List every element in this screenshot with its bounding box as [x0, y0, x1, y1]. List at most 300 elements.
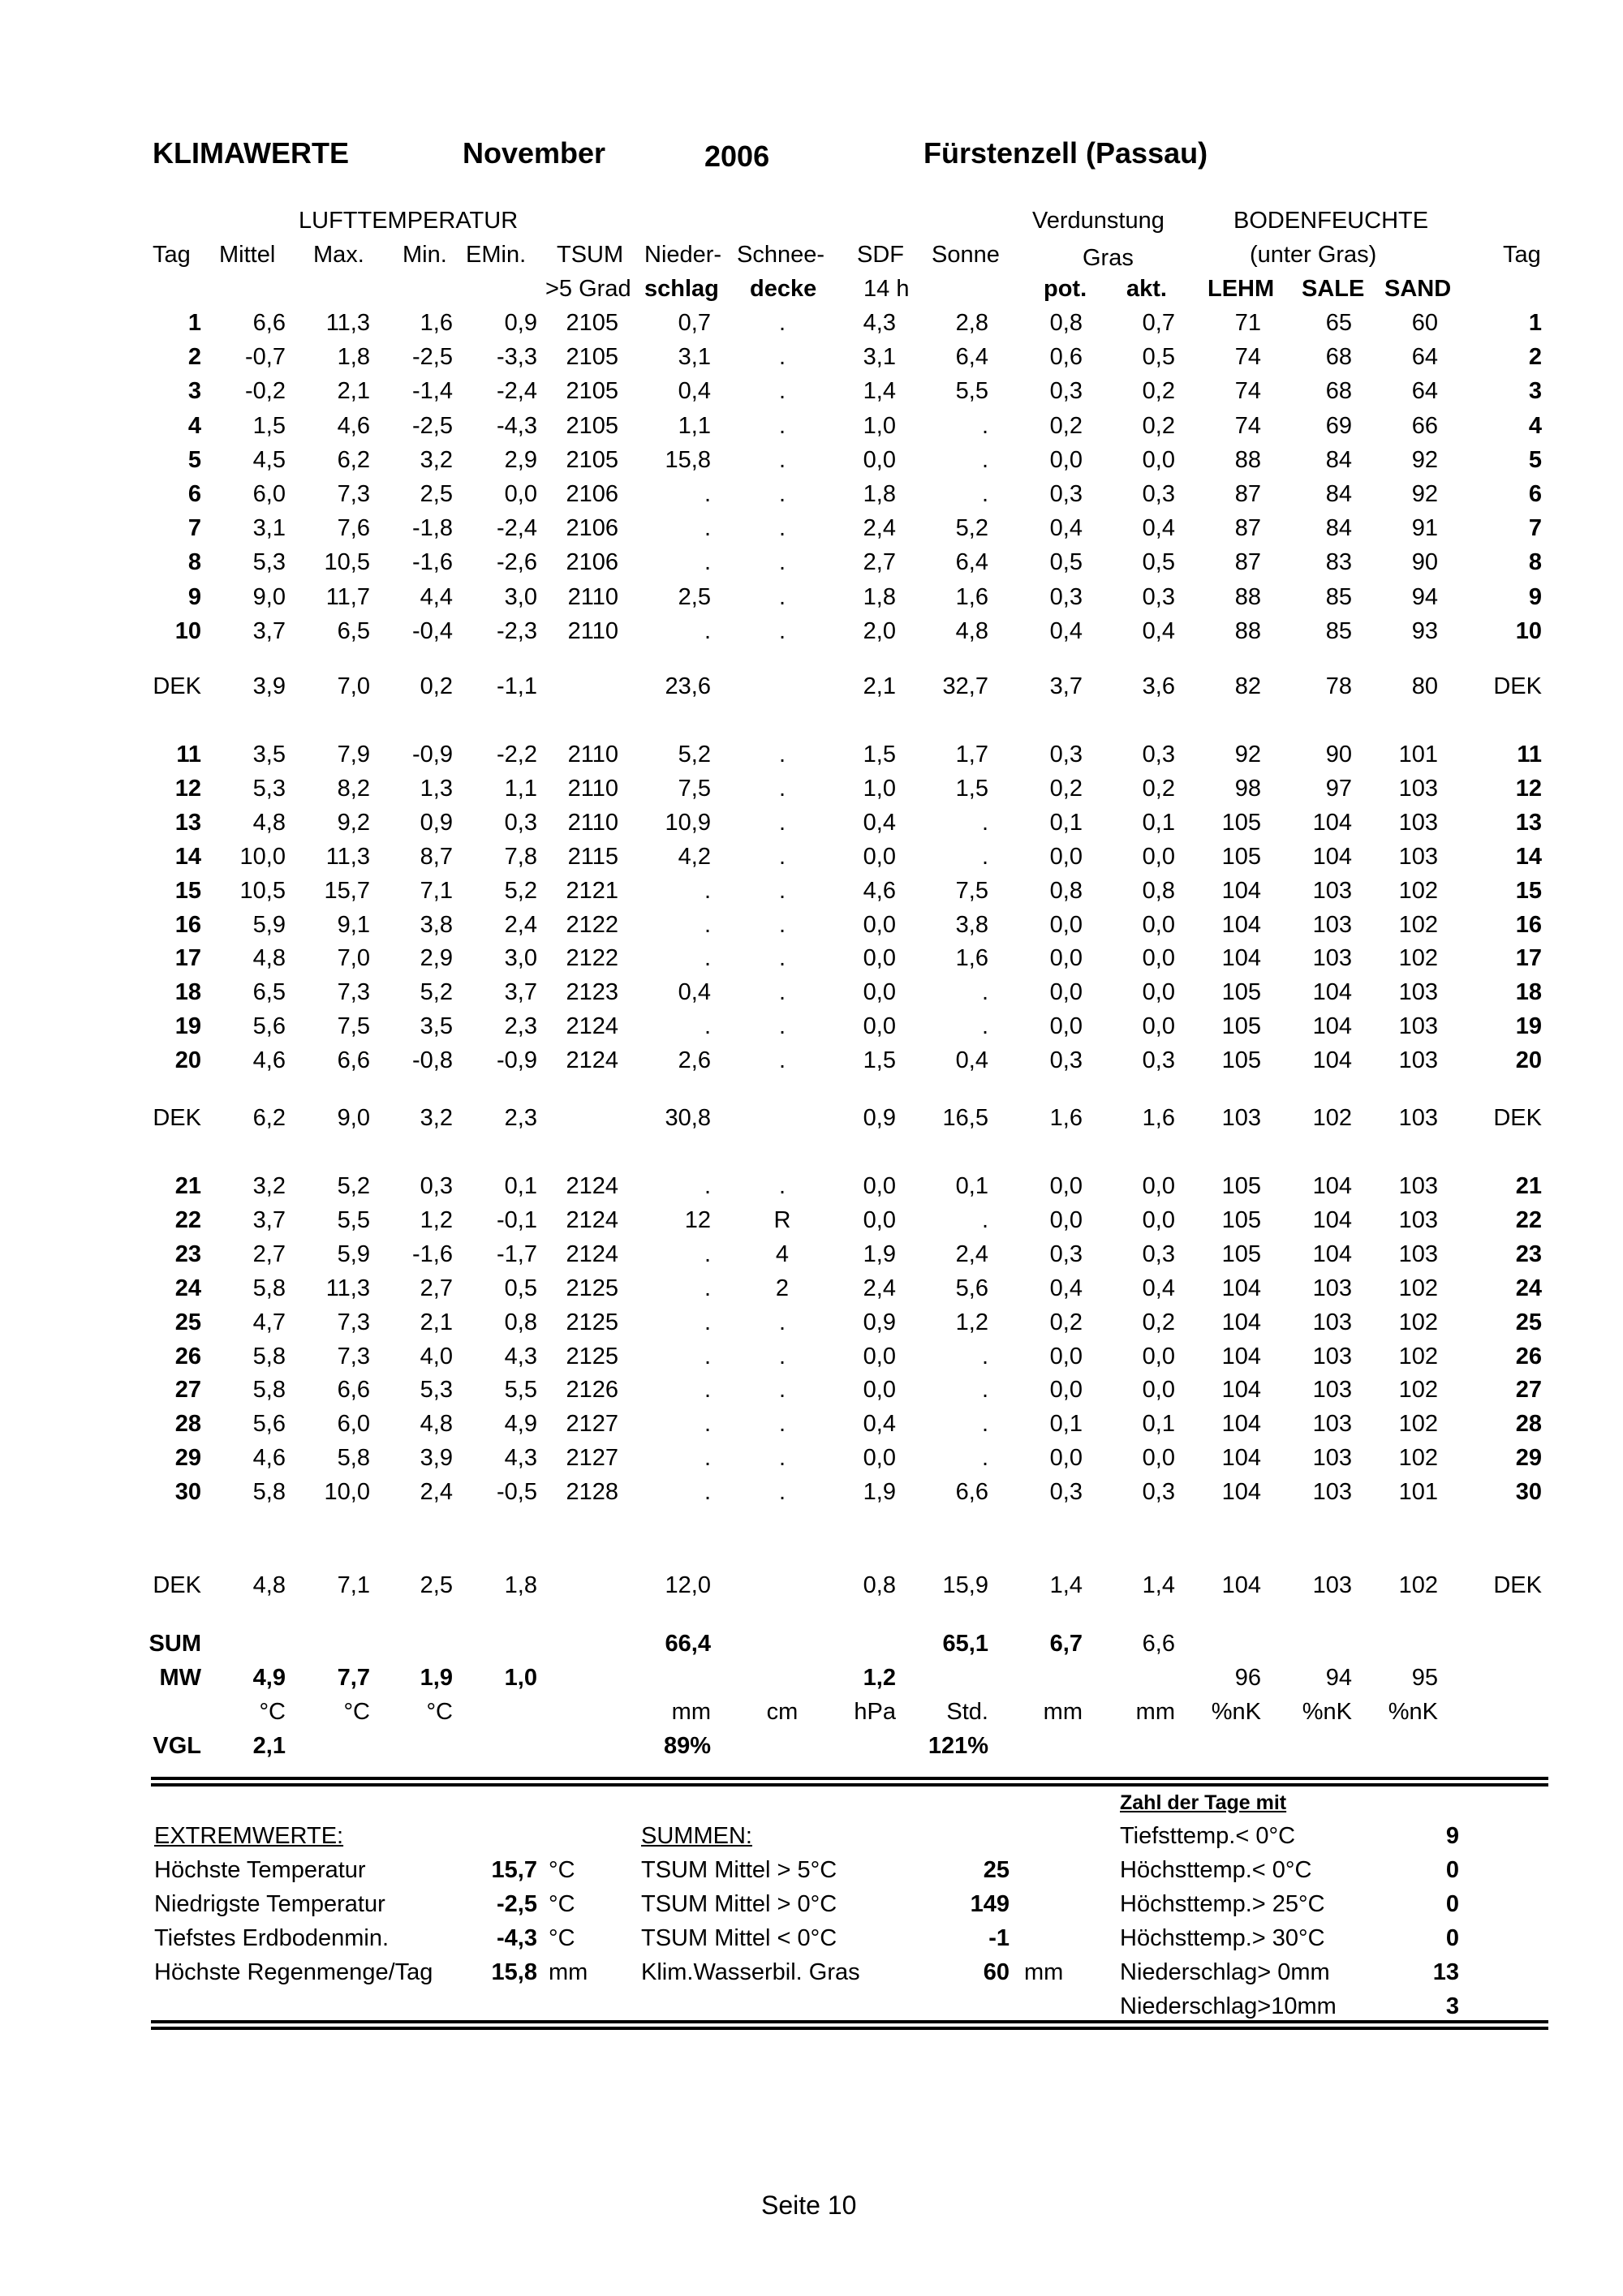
cell-sand: 64	[1411, 344, 1438, 371]
cell-lehm: 88	[1234, 446, 1261, 473]
cell-tag: 7	[187, 515, 201, 542]
cell-sonne: 5,6	[955, 1275, 988, 1301]
cell-sale: 104	[1312, 1240, 1352, 1267]
cell-min: -1,4	[412, 378, 453, 405]
cell-tag: 9	[187, 583, 201, 610]
cell-verd-akt: 0,3	[1142, 583, 1175, 610]
cell-mittel: 5,6	[252, 1013, 286, 1040]
cell-mittel: 3,9	[252, 673, 286, 699]
cell-emin: 1,1	[504, 775, 537, 802]
cell-tag: 22	[174, 1206, 201, 1233]
cell-sonne: 0,1	[955, 1173, 988, 1199]
cell-tsum: 2122	[566, 911, 618, 938]
cell-verd-pot: 0,4	[1049, 617, 1083, 644]
cell-tag: 14	[174, 843, 201, 870]
cell-sale: 78	[1325, 673, 1352, 699]
cell-mittel: -0,7	[245, 344, 286, 371]
day-row	[0, 1047, 1623, 1081]
cell-tsum: 2127	[566, 1445, 618, 1472]
cell-emin: -0,1	[497, 1206, 537, 1233]
day-row	[0, 878, 1623, 912]
tage-label: Niederschlag>10mm	[1120, 1993, 1337, 2019]
cell-verd-pot: 0,4	[1049, 1275, 1083, 1301]
cell-niederschlag: 23,6	[665, 673, 711, 699]
cell-mittel: 4,7	[252, 1309, 286, 1335]
cell-sale: 104	[1312, 1047, 1352, 1074]
tage-label: Niederschlag> 0mm	[1120, 1959, 1330, 1985]
cell-tag: 21	[174, 1173, 201, 1199]
cell-sdf: 3,1	[863, 344, 896, 371]
cell-niederschlag: 66,4	[665, 1631, 711, 1657]
cell-min: 3,2	[420, 446, 453, 473]
cell-lehm: 105	[1221, 1047, 1261, 1074]
cell-verd-pot: 1,6	[1049, 1105, 1083, 1131]
cell-verd-pot: 0,0	[1049, 1173, 1083, 1199]
cell-sand: 103	[1398, 1206, 1438, 1233]
cell-sale: 104	[1312, 1206, 1352, 1233]
cell-niederschlag: 1,1	[678, 412, 711, 439]
cell-tag: 13	[174, 809, 201, 836]
cell-max: 5,2	[337, 1173, 370, 1199]
decade-row	[0, 673, 1623, 707]
summen-heading: SUMMEN:	[641, 1823, 752, 1849]
cell-tag: 3	[187, 378, 201, 405]
cell-sdf: 4,3	[863, 310, 896, 336]
cell-emin: -2,4	[497, 378, 537, 405]
cell-tsum: 2106	[566, 515, 618, 542]
cell-niederschlag: .	[704, 1411, 711, 1438]
cell-emin: -2,6	[497, 549, 537, 576]
cell-niederschlag: 0,4	[678, 979, 711, 1006]
units-row	[0, 1699, 1623, 1733]
cell-emin: 4,3	[504, 1343, 537, 1369]
summe-label: TSUM Mittel > 5°C	[641, 1857, 837, 1883]
cell-tag: 18	[174, 979, 201, 1006]
decade-row	[0, 1105, 1623, 1139]
cell-lehm: 74	[1234, 412, 1261, 439]
cell-schneedecke: .	[778, 775, 786, 802]
cell-emin: 3,0	[504, 583, 537, 610]
cell-emin: 0,9	[504, 310, 537, 336]
cell-schneedecke: .	[778, 1013, 786, 1040]
cell-schneedecke: .	[778, 412, 786, 439]
cell-sonne: 5,5	[955, 378, 988, 405]
cell-verd-pot: 3,7	[1049, 673, 1083, 699]
tage-value: 13	[1432, 1959, 1459, 1985]
cell-sdf: 4,6	[863, 877, 896, 904]
cell-tag-right: 14	[1515, 843, 1542, 870]
extremwert-unit: °C	[549, 1925, 575, 1951]
day-row	[0, 912, 1623, 946]
cell-tag: DEK	[153, 673, 201, 699]
cell-tsum: 2105	[566, 412, 618, 439]
cell-schneedecke: .	[778, 979, 786, 1006]
cell-min: 1,3	[420, 775, 453, 802]
cell-mittel: 1,5	[252, 412, 286, 439]
cell-tsum: 2125	[566, 1309, 618, 1335]
cell-sand: 102	[1398, 1309, 1438, 1335]
cell-verd-akt: 0,0	[1142, 1445, 1175, 1472]
cell-niederschlag: .	[704, 911, 711, 938]
cell-emin: 1,0	[504, 1665, 537, 1691]
cell-niederschlag: .	[704, 1479, 711, 1506]
cell-verd-akt: 3,6	[1142, 673, 1175, 699]
cell-sand: 66	[1411, 412, 1438, 439]
cell-verd-pot: 0,3	[1049, 1240, 1083, 1267]
cell-sale: 103	[1312, 1275, 1352, 1301]
cell-verd-pot: 0,0	[1049, 911, 1083, 938]
cell-emin: 0,3	[504, 809, 537, 836]
cell-schneedecke: .	[778, 1309, 786, 1335]
cell-min: 5,2	[420, 979, 453, 1006]
cell-max: 8,2	[337, 775, 370, 802]
cell-mittel: 10,0	[239, 843, 286, 870]
cell-sand: 102	[1398, 1411, 1438, 1438]
cell-tsum: 2125	[566, 1275, 618, 1301]
cell-sand: 64	[1411, 378, 1438, 405]
cell-tag-right: 12	[1515, 775, 1542, 802]
summe-value: 25	[983, 1857, 1010, 1883]
cell-sand: 102	[1398, 1343, 1438, 1369]
cell-mittel: 6,5	[252, 979, 286, 1006]
header-bodenfeuchte: BODENFEUCHTE	[1233, 208, 1429, 234]
header-lufttemperatur: LUFTTEMPERATUR	[299, 208, 519, 234]
cell-lehm: 105	[1221, 1013, 1261, 1040]
cell-sdf: 1,9	[863, 1479, 896, 1506]
cell-tag: 12	[174, 775, 201, 802]
cell-emin: 2,3	[504, 1105, 537, 1131]
cell-sand: 103	[1398, 1047, 1438, 1074]
cell-verd-akt: 1,4	[1142, 1572, 1175, 1598]
header-emin: EMin.	[466, 242, 527, 268]
cell-max: 2,1	[337, 378, 370, 405]
page-number: Seite 10	[761, 2191, 857, 2220]
cell-max: 11,7	[325, 583, 370, 610]
cell-sand: 102	[1398, 1572, 1438, 1598]
extremwert-unit: °C	[549, 1857, 575, 1883]
cell-niederschlag: 2,5	[678, 583, 711, 610]
station-name: Fürstenzell (Passau)	[923, 136, 1208, 170]
tage-value: 0	[1445, 1857, 1459, 1883]
tage-value: 0	[1445, 1891, 1459, 1917]
day-row	[0, 1173, 1623, 1207]
day-row	[0, 413, 1623, 447]
cell-lehm: 104	[1221, 877, 1261, 904]
cell-tag-right: DEK	[1493, 1105, 1542, 1131]
cell-sonne: .	[981, 809, 988, 836]
cell-sonne: 15,9	[942, 1572, 988, 1598]
cell-sdf: 1,4	[863, 378, 896, 405]
cell-verd-akt: 0,0	[1142, 843, 1175, 870]
extremwert-unit: °C	[549, 1891, 575, 1917]
cell-tsum: 2115	[567, 843, 618, 870]
tage-label: Höchsttemp.< 0°C	[1120, 1857, 1312, 1883]
cell-lehm: 105	[1221, 1240, 1261, 1267]
divider-top-2	[151, 1783, 1548, 1786]
cell-schneedecke: 2	[775, 1275, 790, 1301]
cell-schneedecke: .	[778, 617, 786, 644]
cell-sale: 85	[1325, 617, 1352, 644]
cell-mittel: 4,8	[252, 809, 286, 836]
cell-verd-akt: 0,1	[1142, 1411, 1175, 1438]
cell-max: 9,1	[337, 911, 370, 938]
cell-sale: 84	[1325, 446, 1352, 473]
cell-verd-pot: 0,6	[1049, 344, 1083, 371]
header-pot: pot.	[1044, 276, 1087, 302]
cell-verd-akt: 0,0	[1142, 446, 1175, 473]
day-row	[0, 447, 1623, 481]
cell-lehm: 88	[1234, 617, 1261, 644]
cell-max: 6,6	[337, 1047, 370, 1074]
cell-sonne: 1,2	[955, 1309, 988, 1335]
cell-sdf: 0,8	[863, 1572, 896, 1598]
cell-niederschlag: .	[704, 481, 711, 507]
summe-label: Klim.Wasserbil. Gras	[641, 1959, 860, 1985]
cell-lehm: 104	[1221, 1445, 1261, 1472]
cell-tag-right: 21	[1515, 1173, 1542, 1199]
cell-sand: 102	[1398, 1445, 1438, 1472]
cell-lehm: 104	[1221, 1343, 1261, 1369]
cell-sale: 69	[1325, 412, 1352, 439]
cell-min: 2,4	[420, 1479, 453, 1506]
cell-tag: 28	[174, 1411, 201, 1438]
cell-tag: 1	[187, 310, 201, 336]
cell-schneedecke: .	[778, 877, 786, 904]
cell-schneedecke: .	[778, 1173, 786, 1199]
cell-sdf: 0,0	[863, 446, 896, 473]
cell-sonne: 7,5	[955, 877, 988, 904]
cell-verd-akt: 0,2	[1142, 775, 1175, 802]
cell-sdf: 0,0	[863, 1445, 896, 1472]
cell-lehm: 96	[1234, 1665, 1261, 1691]
cell-verd-pot: 0,4	[1049, 515, 1083, 542]
cell-max: 9,0	[337, 1105, 370, 1131]
cell-sonne: 2,8	[955, 310, 988, 336]
cell-min: 5,3	[420, 1377, 453, 1404]
cell-schneedecke: .	[778, 1047, 786, 1074]
cell-emin: -2,4	[497, 515, 537, 542]
cell-sale: 83	[1325, 549, 1352, 576]
cell-sale: 102	[1312, 1105, 1352, 1131]
cell-schneedecke: .	[778, 344, 786, 371]
cell-emin: 1,8	[504, 1572, 537, 1598]
cell-emin: -0,5	[497, 1479, 537, 1506]
mw-row	[0, 1665, 1623, 1699]
cell-verd-akt: 0,0	[1142, 1377, 1175, 1404]
cell-lehm: 88	[1234, 583, 1261, 610]
cell-mittel: 4,8	[252, 1572, 286, 1598]
cell-sonne: .	[981, 1013, 988, 1040]
cell-verd-pot: 0,1	[1049, 1411, 1083, 1438]
cell-min: -2,5	[412, 412, 453, 439]
header-grad5: >5 Grad	[545, 276, 631, 302]
cell-tsum: 2105	[566, 344, 618, 371]
cell-lehm: 103	[1221, 1105, 1261, 1131]
cell-tag-right: 8	[1528, 549, 1542, 576]
cell-min: 3,9	[420, 1445, 453, 1472]
cell-max: 5,5	[337, 1206, 370, 1233]
cell-tag-right: 7	[1528, 515, 1542, 542]
cell-emin: 0,0	[504, 481, 537, 507]
cell-verd-pot: 0,0	[1049, 1013, 1083, 1040]
cell-tag: MW	[159, 1665, 201, 1691]
extremwert-label: Höchste Regenmenge/Tag	[154, 1959, 433, 1985]
cell-tsum: 2105	[566, 310, 618, 336]
cell-verd-pot: 0,8	[1049, 877, 1083, 904]
cell-min: 4,8	[420, 1411, 453, 1438]
cell-mittel: -0,2	[245, 378, 286, 405]
cell-tag: 24	[174, 1275, 201, 1301]
cell-min: -0,4	[412, 617, 453, 644]
cell-tag-right: 19	[1515, 1013, 1542, 1040]
cell-sdf: 2,4	[863, 1275, 896, 1301]
cell-verd-akt: 0,3	[1142, 1240, 1175, 1267]
cell-tag-right: 20	[1515, 1047, 1542, 1074]
cell-sale: 104	[1312, 1173, 1352, 1199]
cell-verd-akt: 0,0	[1142, 1343, 1175, 1369]
report-month: November	[463, 136, 606, 170]
cell-max: 4,6	[337, 412, 370, 439]
cell-sand: 102	[1398, 1275, 1438, 1301]
cell-verd-pot: 0,0	[1049, 1377, 1083, 1404]
cell-lehm: 105	[1221, 1173, 1261, 1199]
cell-tag: 2	[187, 344, 201, 371]
cell-max: 11,3	[325, 843, 370, 870]
cell-tsum: 2105	[566, 378, 618, 405]
cell-niederschlag: .	[704, 1013, 711, 1040]
cell-sand: 103	[1398, 1013, 1438, 1040]
cell-sonne: .	[981, 412, 988, 439]
cell-mittel: 2,1	[252, 1733, 286, 1759]
cell-emin: 5,2	[504, 877, 537, 904]
cell-lehm: 104	[1221, 911, 1261, 938]
cell-niederschlag: 30,8	[665, 1105, 711, 1131]
cell-emin: 7,8	[504, 843, 537, 870]
cell-tag: 10	[174, 617, 201, 644]
divider-bottom-2	[151, 2027, 1548, 2030]
tage-heading: Zahl der Tage mit	[1120, 1791, 1287, 1814]
cell-sdf: 2,7	[863, 549, 896, 576]
cell-verd-akt: 1,6	[1142, 1105, 1175, 1131]
cell-sonne: 6,4	[955, 549, 988, 576]
cell-emin: 4,9	[504, 1411, 537, 1438]
header-lehm: LEHM	[1208, 276, 1275, 302]
tage-label: Tiefsttemp.< 0°C	[1120, 1823, 1296, 1849]
cell-sale: 103	[1312, 945, 1352, 972]
cell-verd-akt: 0,5	[1142, 344, 1175, 371]
header-tag: Tag	[153, 242, 191, 268]
cell-lehm: 104	[1221, 1309, 1261, 1335]
cell-emin: 2,4	[504, 911, 537, 938]
cell-sand: 103	[1398, 843, 1438, 870]
cell-niederschlag: mm	[671, 1699, 711, 1725]
cell-tag-right: 10	[1515, 617, 1542, 644]
cell-verd-akt: 0,2	[1142, 1309, 1175, 1335]
cell-tag-right: 30	[1515, 1479, 1542, 1506]
cell-verd-akt: 0,0	[1142, 1173, 1175, 1199]
cell-tag-right: 16	[1515, 911, 1542, 938]
cell-mittel: 3,2	[252, 1173, 286, 1199]
day-row	[0, 1241, 1623, 1275]
cell-verd-pot: 0,0	[1049, 945, 1083, 972]
cell-niederschlag: 3,1	[678, 344, 711, 371]
header-min: Min.	[403, 242, 447, 268]
header-unter-gras: (unter Gras)	[1250, 242, 1377, 268]
cell-min: 2,9	[420, 945, 453, 972]
day-row	[0, 549, 1623, 583]
cell-sonne: .	[981, 843, 988, 870]
cell-max: 6,6	[337, 1377, 370, 1404]
cell-max: 9,2	[337, 809, 370, 836]
cell-max: 7,9	[337, 742, 370, 767]
cell-verd-akt: 0,3	[1142, 481, 1175, 507]
cell-max: 7,0	[337, 945, 370, 972]
cell-niederschlag: 0,4	[678, 378, 711, 405]
cell-lehm: 71	[1234, 310, 1261, 336]
cell-tag-right: 5	[1528, 446, 1542, 473]
decade-row	[0, 1572, 1623, 1606]
cell-tsum: 2124	[566, 1240, 618, 1267]
cell-sdf: 0,9	[863, 1105, 896, 1131]
cell-emin: 4,3	[504, 1445, 537, 1472]
header-sale: SALE	[1302, 276, 1365, 302]
cell-tag-right: 18	[1515, 979, 1542, 1006]
cell-max: 7,3	[337, 1343, 370, 1369]
cell-min: 3,2	[420, 1105, 453, 1131]
extremwert-value: 15,7	[491, 1857, 537, 1883]
cell-niederschlag: .	[704, 549, 711, 576]
cell-sale: 97	[1325, 775, 1352, 802]
day-row	[0, 515, 1623, 549]
cell-tag-right: 2	[1528, 344, 1542, 371]
cell-sonne: .	[981, 1206, 988, 1233]
cell-emin: -2,2	[497, 742, 537, 767]
cell-mittel: 10,5	[239, 877, 286, 904]
tage-value: 9	[1445, 1823, 1459, 1849]
cell-emin: 5,5	[504, 1377, 537, 1404]
cell-verd-akt: 0,0	[1142, 945, 1175, 972]
cell-sdf: 1,9	[863, 1240, 896, 1267]
cell-min: -2,5	[412, 344, 453, 371]
cell-sand: 103	[1398, 775, 1438, 802]
extremwert-value: 15,8	[491, 1959, 537, 1985]
cell-mittel: 3,7	[252, 1206, 286, 1233]
cell-schneedecke: .	[778, 945, 786, 972]
cell-sand: 80	[1411, 673, 1438, 699]
summe-value: -1	[988, 1925, 1010, 1951]
cell-sale: 104	[1312, 809, 1352, 836]
cell-min: 1,2	[420, 1206, 453, 1233]
cell-max: 11,3	[325, 310, 370, 336]
cell-emin: 2,9	[504, 446, 537, 473]
cell-schneedecke: .	[778, 378, 786, 405]
cell-schneedecke: .	[778, 446, 786, 473]
cell-sonne: 5,2	[955, 515, 988, 542]
cell-max: 10,0	[324, 1479, 370, 1506]
cell-niederschlag: .	[704, 1445, 711, 1472]
cell-sonne: .	[981, 481, 988, 507]
cell-tag: 4	[187, 412, 201, 439]
cell-emin: 0,5	[504, 1275, 537, 1301]
cell-mittel: 4,8	[252, 945, 286, 972]
cell-tag: 30	[174, 1479, 201, 1506]
report-title: KLIMAWERTE	[153, 136, 349, 170]
cell-mittel: 4,6	[252, 1047, 286, 1074]
cell-lehm: 87	[1234, 481, 1261, 507]
cell-tag-right: 4	[1528, 412, 1542, 439]
cell-sdf: 1,5	[863, 1047, 896, 1074]
cell-sand: 91	[1411, 515, 1438, 542]
